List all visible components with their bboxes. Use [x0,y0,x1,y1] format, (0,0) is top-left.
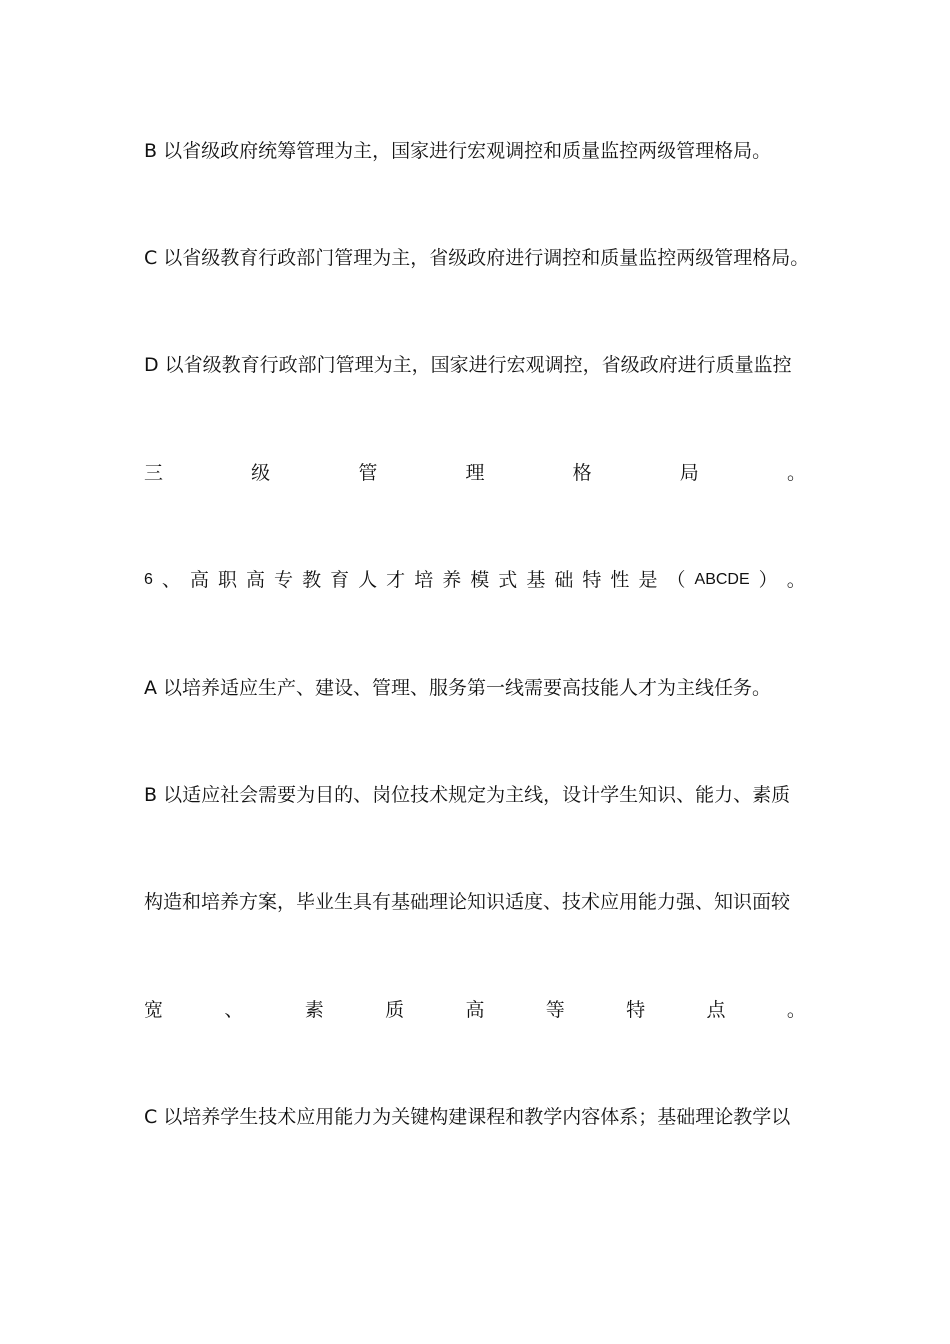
question-6-line [144,568,806,592]
question-char: 育 [330,569,350,591]
question-char: 性 [610,569,630,591]
char: 等 [545,999,565,1021]
text-line-option-b2: B 以适应社会需要为目的、岗位技术规定为主线，设计学生知识、能力、素质 [144,784,791,806]
char: 局 [679,462,699,484]
close-paren: ） [758,569,778,591]
question-char: 是 [638,569,658,591]
text-line-justified-2 [144,998,806,1022]
question-char: 才 [386,569,406,591]
char: 点 [706,999,726,1021]
text-line-option-d: D 以省级教育行政部门管理为主，国家进行宏观调控，省级政府进行质量监控 [144,354,792,376]
text-line-option-c: C 以省级教育行政部门管理为主，省级政府进行调控和质量监控两级管理格局。 [144,247,810,269]
text-line-option-c2: C 以培养学生技术应用能力为关键构建课程和教学内容体系；基础理论教学以 [144,1106,791,1128]
question-char: 培 [414,569,434,591]
text-line-continuation: 构造和培养方案，毕业生具有基础理论知识适度、技术应用能力强、知识面较 [144,891,791,913]
question-char: 职 [217,569,237,591]
question-char: 高 [189,569,209,591]
char: 格 [572,462,592,484]
text-line-justified-1 [144,461,806,485]
open-paren: （ [666,569,686,591]
question-char: 高 [246,569,266,591]
text-line-option-a: A 以培养适应生产、建设、管理、服务第一线需要高技能人才为主线任务。 [144,677,772,699]
char: 素 [304,999,324,1021]
question-char: 特 [582,569,602,591]
question-separator: 、 [161,569,181,591]
question-char: 养 [442,569,462,591]
char: 特 [626,999,646,1021]
question-end: 。 [786,569,806,591]
question-char: 模 [470,569,490,591]
question-char: 人 [358,569,378,591]
question-char: 础 [554,569,574,591]
question-char: 基 [526,569,546,591]
question-char: 专 [274,569,294,591]
question-number: 6 [144,571,153,588]
char: 。 [786,462,806,484]
char: 宽 [144,999,164,1021]
char: 级 [251,462,271,484]
char: 。 [786,999,806,1021]
char: 理 [465,462,485,484]
answer-text: ABCDE [694,571,750,588]
char: 高 [465,999,485,1021]
char: 三 [144,462,164,484]
question-char: 教 [302,569,322,591]
char: 、 [224,999,244,1021]
question-char: 式 [498,569,518,591]
char: 质 [385,999,405,1021]
text-line-option-b: B 以省级政府统筹管理为主，国家进行宏观调控和质量监控两级管理格局。 [144,140,772,162]
char: 管 [358,462,378,484]
